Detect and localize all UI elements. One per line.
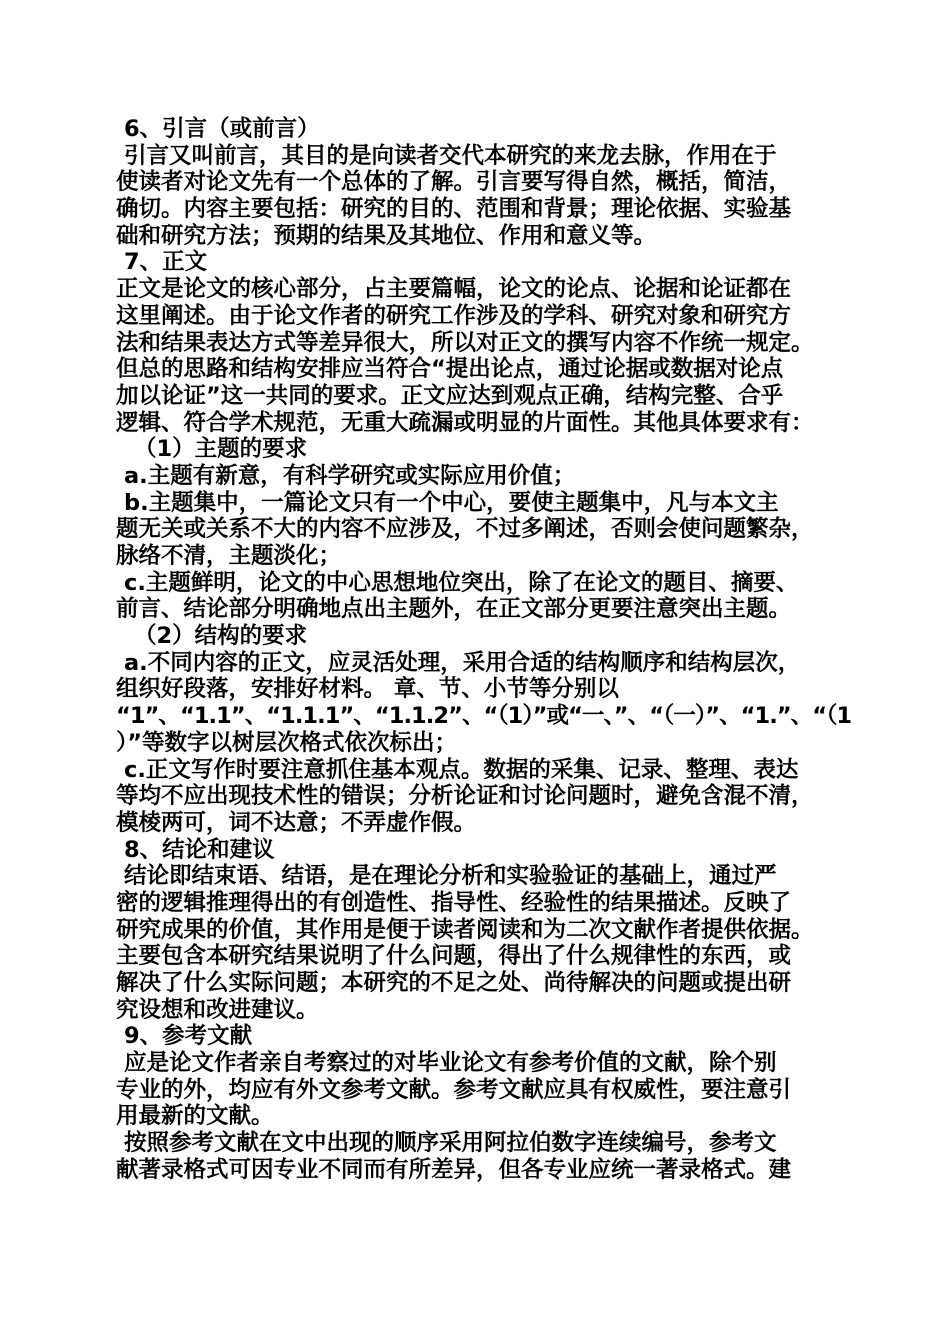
paragraph-line: ）”等数字以树层次格式依次标出； xyxy=(116,729,458,756)
list-item: b.主题集中，一篇论文只有一个中心，要使主题集中，凡与本文主 xyxy=(124,489,779,516)
paragraph-line: 脉络不清，主题淡化； xyxy=(116,543,342,569)
paragraph-line: 础和研究方法；预期的结果及其地位、作用和意义等。 xyxy=(116,222,657,249)
paragraph-line: 题无关或关系不大的内容不应涉及，不过多阐述，否则会使问题繁杂， xyxy=(116,516,814,543)
paragraph-line: 按照参考文献在文中出现的顺序采用阿拉伯数字连续编号，参考文 xyxy=(124,1130,777,1157)
paragraph-line: “1”、“1.1”、“1.1.1”、“1.1.2”、“（1）”或“一、”、“（一）”、“1.”、“（1 xyxy=(116,703,852,730)
document-body xyxy=(116,116,852,1184)
list-item: a.主题有新意，有科学研究或实际应用价值； xyxy=(124,462,576,489)
paragraph-line: 这里阐述。由于论文作者的研究工作涉及的学科、研究对象和研究方 xyxy=(116,302,792,329)
paragraph-line: 应是论文作者亲自考察过的对毕业论文有参考价值的文献，除个别 xyxy=(124,1050,777,1077)
paragraph-line: 结论即结束语、结语，是在理论分析和实验验证的基础上，通过严 xyxy=(124,863,777,890)
paragraph-line: 密的逻辑推理得出的有创造性、指导性、经验性的结果描述。反映了 xyxy=(116,889,792,916)
paragraph-line: 组织好段落，安排好材料。 章、节、小节等分别以 xyxy=(116,676,619,703)
paragraph-line: 引言又叫前言，其目的是向读者交代本研究的来龙去脉，作用在于 xyxy=(124,142,777,169)
paragraph-line: 用最新的文献。 xyxy=(116,1103,274,1130)
heading-references: 9、参考文献 xyxy=(124,1023,253,1050)
paragraph-line: 法和结果表达方式等差异很大，所以对正文的撰写内容不作统一规定。 xyxy=(116,329,814,356)
heading-conclusion: 8、结论和建议 xyxy=(124,836,275,863)
paragraph-line: 解决了什么实际问题；本研究的不足之处、尚待解决的问题或提出研 xyxy=(116,970,792,996)
paragraph-line: 使读者对论文先有一个总体的了解。引言要写得自然，概括，简洁， xyxy=(116,169,792,196)
paragraph-line: 确切。内容主要包括：研究的目的、范围和背景；理论依据、实验基 xyxy=(116,196,792,223)
list-item: c.正文写作时要注意抓住基本观点。数据的采集、记录、整理、表达 xyxy=(124,756,799,783)
paragraph-line: 专业的外，均应有外文参考文献。参考文献应具有权威性，要注意引 xyxy=(116,1076,792,1103)
subheading-structure-requirements: （2）结构的要求 xyxy=(134,623,308,650)
paragraph-line: 逻辑、符合学术规范，无重大疏漏或明显的片面性。其他具体要求有： xyxy=(116,409,814,436)
paragraph-line: 加以论证”这一共同的要求。正文应达到观点正确，结构完整、合乎 xyxy=(116,382,784,409)
subheading-topic-requirements: （1）主题的要求 xyxy=(134,436,308,463)
paragraph-line: 献著录格式可因专业不同而有所差异，但各专业应统一著录格式。建 xyxy=(116,1156,792,1183)
paragraph-line: 究设想和改进建议。 xyxy=(116,996,319,1023)
list-item: a.不同内容的正文，应灵活处理，采用合适的结构顺序和结构层次， xyxy=(124,649,801,676)
paragraph-line: 模棱两可，词不达意；不弄虚作假。 xyxy=(116,809,477,836)
heading-introduction: 6、引言（或前言） xyxy=(124,116,320,142)
paragraph-line: 但总的思路和结构安排应当符合“提出论点，通过论据或数据对论点 xyxy=(116,356,784,383)
paragraph-line: 主要包含本研究结果说明了什么问题，得出了什么规律性的东西，或 xyxy=(116,943,792,970)
list-item: c.主题鲜明，论文的中心思想地位突出，除了在论文的题目、摘要、 xyxy=(124,569,799,596)
paragraph-line: 等均不应出现技术性的错误；分析论证和讨论问题时，避免含混不清， xyxy=(116,783,814,810)
paragraph-line: 前言、结论部分明确地点出主题外，在正文部分更要注意突出主题。 xyxy=(116,596,792,623)
paragraph-line: 正文是论文的核心部分，占主要篇幅，论文的论点、论据和论证都在 xyxy=(116,276,792,303)
heading-main-body: 7、正文 xyxy=(124,249,208,276)
paragraph-line: 研究成果的价值，其作用是便于读者阅读和为二次文献作者提供依据。 xyxy=(116,916,814,943)
